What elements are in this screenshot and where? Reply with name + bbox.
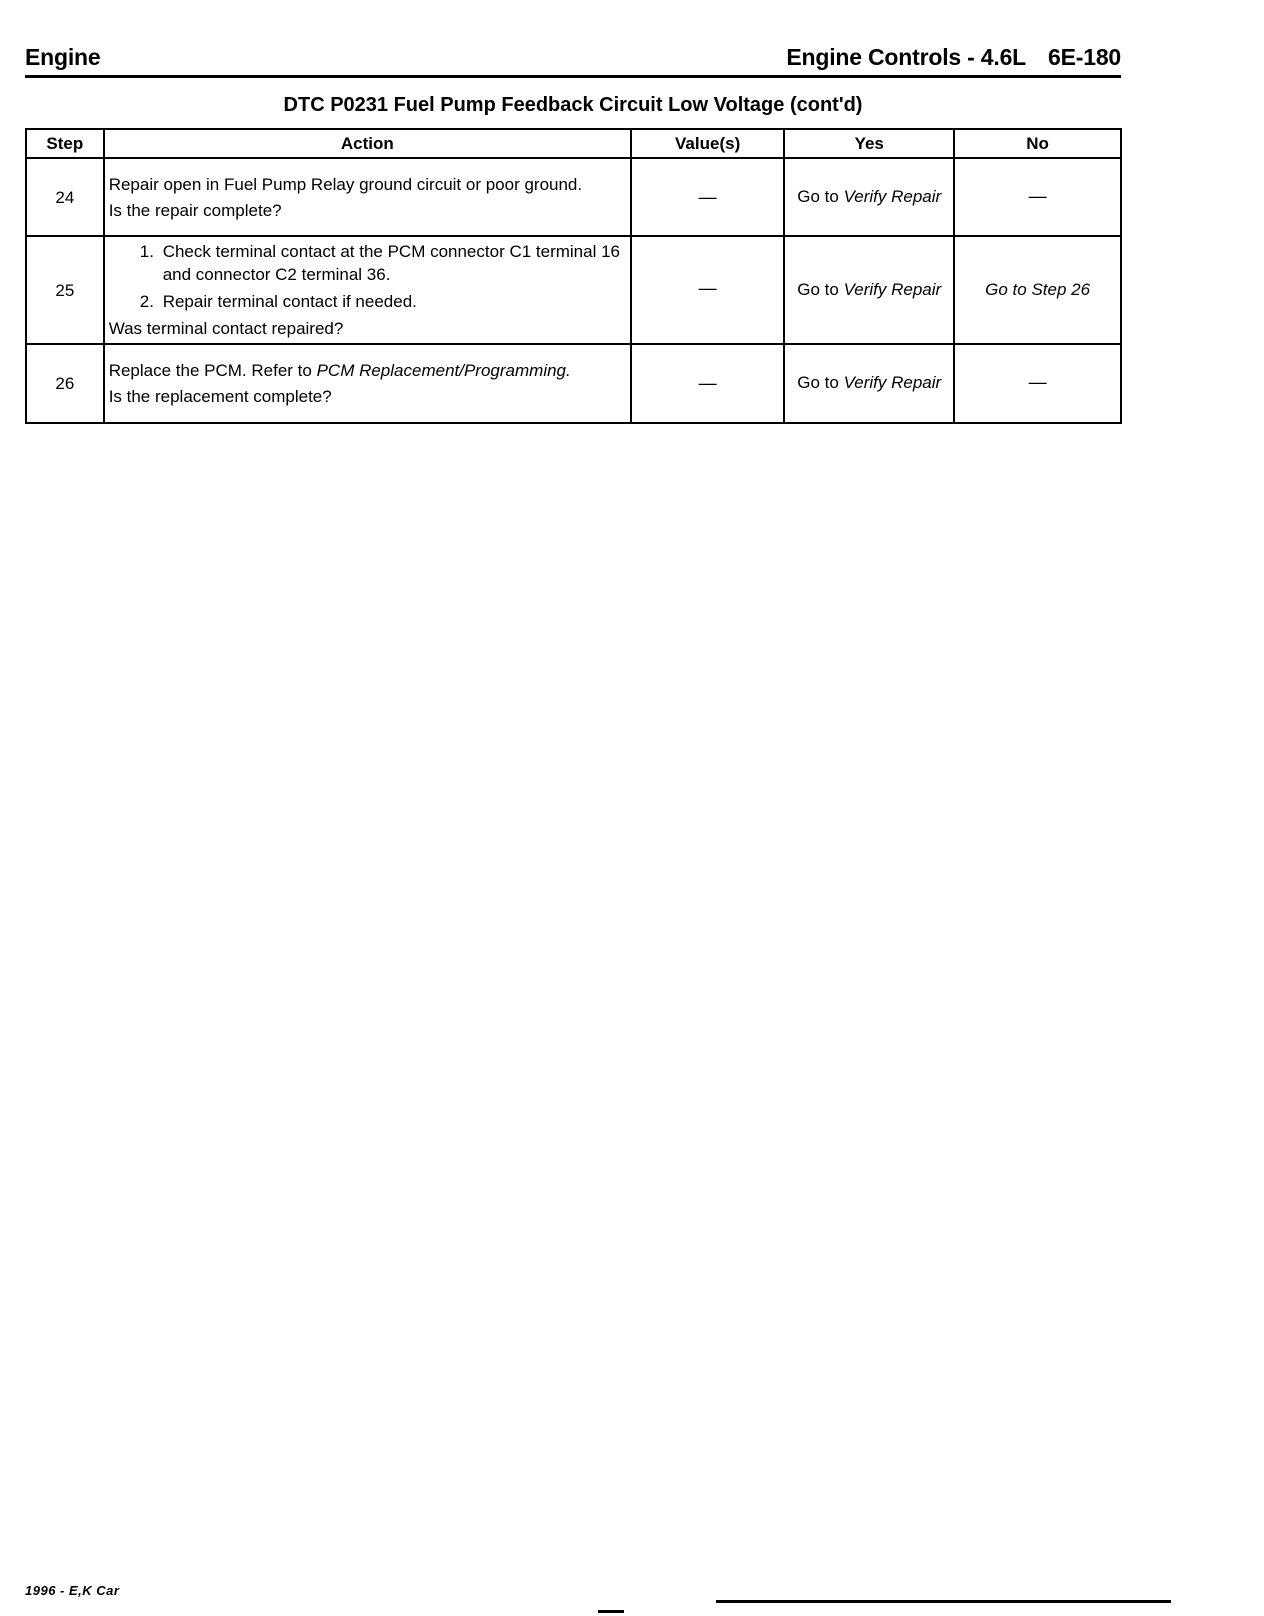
verify-repair-link[interactable]: Verify Repair <box>843 373 942 392</box>
verify-repair-link[interactable]: Verify Repair <box>843 186 942 206</box>
column-header-step: Step <box>26 129 104 158</box>
column-header-no: No <box>954 129 1121 158</box>
action-cell <box>104 344 631 423</box>
no-cell <box>954 158 1121 236</box>
yes-prefix: Go to <box>797 186 839 206</box>
column-header-values: Value(s) <box>631 129 784 158</box>
value-dash: — <box>698 373 717 393</box>
table-row <box>26 344 1121 423</box>
value-cell <box>631 158 784 236</box>
verify-repair-link[interactable]: Verify Repair <box>843 279 942 299</box>
manual-section-title: Engine Controls - 4.6L <box>786 44 1027 70</box>
section-title: Engine <box>25 44 101 70</box>
action-question: Was terminal contact repaired? <box>108 319 344 338</box>
yes-prefix: Go to <box>797 373 839 392</box>
page-header-right <box>786 44 1121 71</box>
yes-prefix: Go to <box>797 279 839 299</box>
value-cell <box>631 344 784 423</box>
action-cell <box>104 158 631 236</box>
no-dash: — <box>1028 372 1047 392</box>
go-to-step-link[interactable]: Go to Step 26 <box>985 279 1091 299</box>
footer-rule <box>716 1600 1171 1603</box>
action-text-block <box>109 359 626 382</box>
table-header-row <box>26 129 1121 158</box>
step-number: 26 <box>26 344 104 423</box>
table-row <box>26 158 1121 236</box>
value-dash: — <box>698 186 717 207</box>
action-step-item: 1. Check terminal contact at the PCM connector C1 terminal 16 and connector C2 terminal 36. <box>159 240 626 286</box>
action-question: Is the replacement complete? <box>108 387 332 406</box>
step-number: 24 <box>26 158 104 236</box>
yes-cell <box>784 344 954 423</box>
pcm-programming-link[interactable]: PCM Replacement/Programming. <box>316 361 571 380</box>
yes-cell <box>784 158 954 236</box>
table-row <box>26 236 1121 344</box>
header-rule <box>25 75 1121 78</box>
value-dash: — <box>698 278 717 298</box>
step-number: 25 <box>26 236 104 344</box>
column-header-yes: Yes <box>784 129 954 158</box>
diagnostic-table <box>25 128 1122 424</box>
no-cell <box>954 344 1121 423</box>
action-steps-list <box>109 240 626 313</box>
table-title: DTC P0231 Fuel Pump Feedback Circuit Low Voltage (cont'd) <box>283 94 863 116</box>
no-dash: — <box>1028 185 1047 206</box>
no-cell <box>954 236 1121 344</box>
value-cell <box>631 236 784 344</box>
action-cell <box>104 236 631 344</box>
footer-mark <box>598 1610 624 1613</box>
footer-model-year: 1996 - E,K Car <box>25 1583 120 1598</box>
column-header-action: Action <box>104 129 631 158</box>
action-text: Repair open in Fuel Pump Relay ground circuit or poor ground. <box>108 174 583 194</box>
action-question: Is the repair complete? <box>108 200 282 220</box>
yes-cell <box>784 236 954 344</box>
page-number: 6E-180 <box>1048 44 1121 70</box>
action-step-item: 2. Repair terminal contact if needed. <box>159 290 626 313</box>
action-text: Replace the PCM. Refer to <box>108 361 312 380</box>
